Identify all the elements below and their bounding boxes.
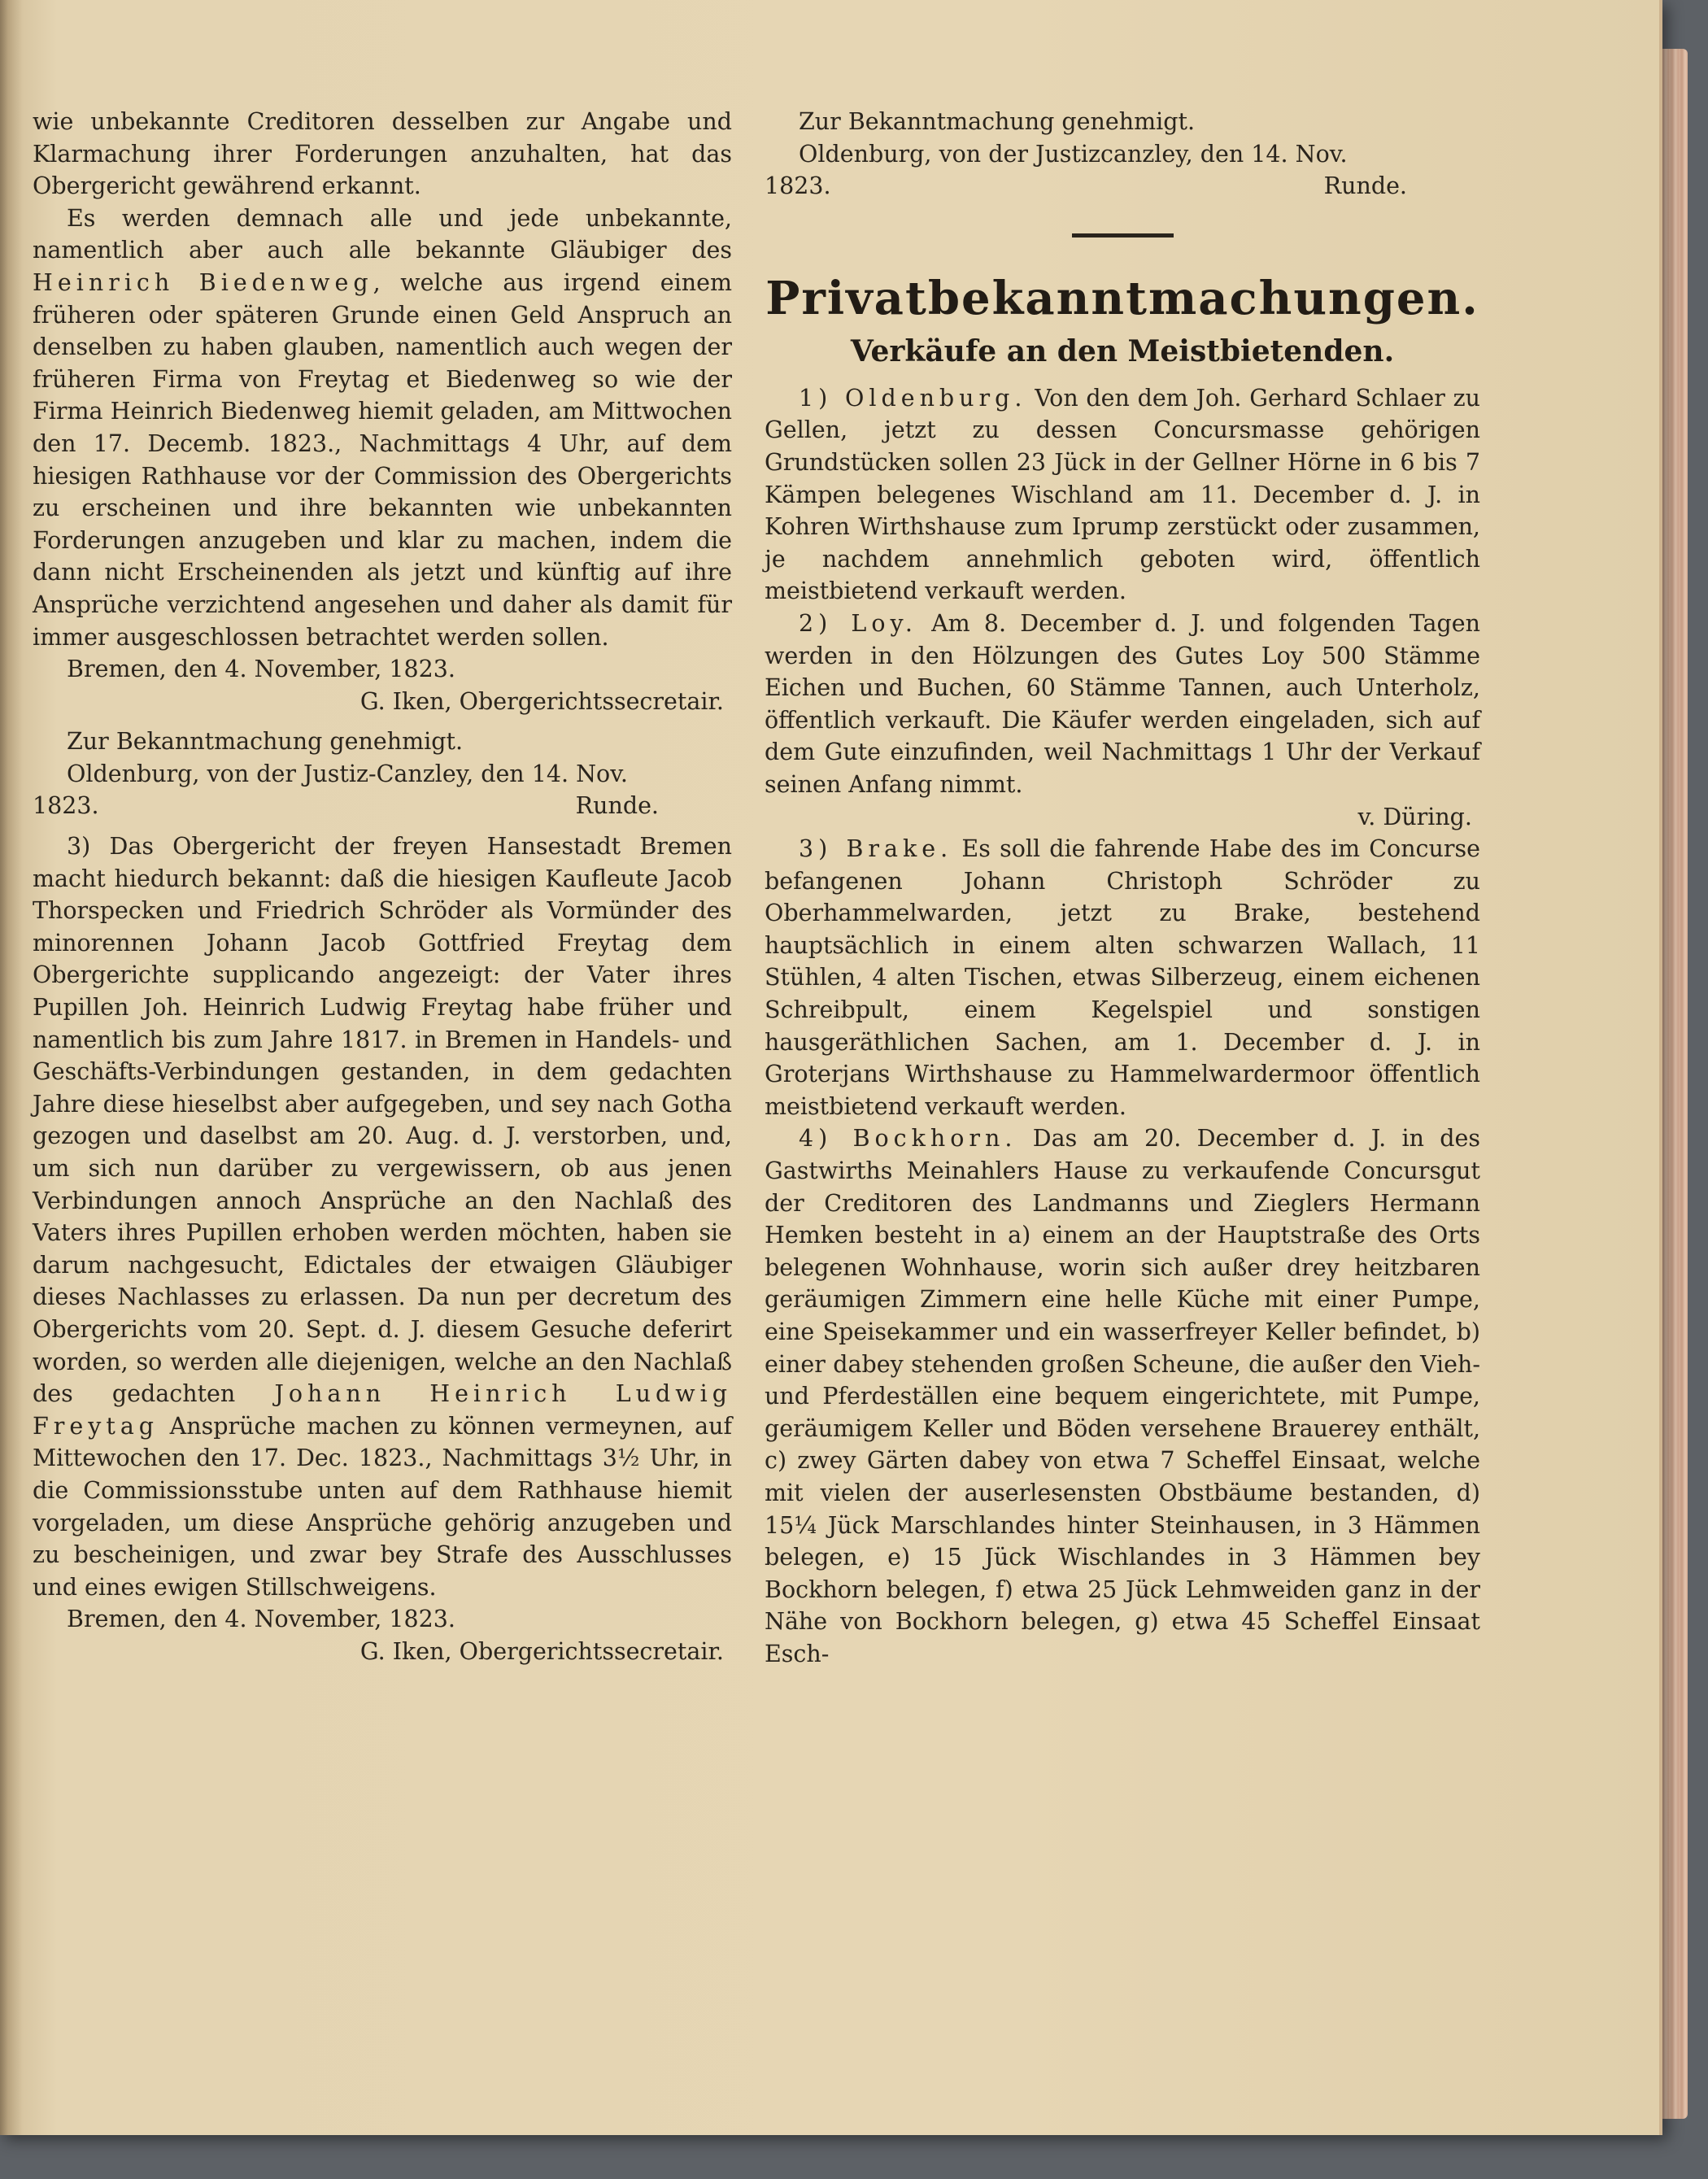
auction-label-oldenburg: 1) Oldenburg. [799, 384, 1027, 412]
signature-iken-2: G. Iken, Obergerichtssecretair. [359, 1637, 724, 1665]
section-divider [1072, 233, 1174, 238]
auction-label-loy: 2) Loy. [799, 609, 917, 637]
auction-text-bockhorn: Das am 20. December d. J. in des Gastwirths Meinahlers Hause zu verkaufende Concursgut der Creditoren des Landmanns und Zieglers Hermann Hemken besteht in a) einem an der Hauptstraße des Orts belegenen Wohnhause, worin sich außer drey heitzbaren geräumigen Zimmern eine helle Küche mit einer Pumpe, eine Speisekammer und ein wasserfreyer Keller befindet, b) einer dabey stehenden großen Scheune, die außer den Vieh- und Pferdeställen eine bequem eingerichtete, mit Pumpe, geräumigem Keller und Böden versehene Brauerey enthält, c) zwey Gärten dabey von etwa 7 Scheffel Einsaat, welche mit vielen der auserlesensten Obstbäume bestanden, d) 15¼ Jück Marschlandes hinter Steinhausen, in 3 Hämmen belegen, e) 15 Jück Wischlandes in 3 Hämmen bey Bockhorn belegen, f) etwa 25 Jück Lehmweiden ganz in der Nähe von Bockhorn belegen, g) etwa 45 Scheffel Einsaat Esch- [765, 1125, 1480, 1667]
name-heinrich-biedenweg: Heinrich Biedenweg [33, 268, 373, 296]
auction-item-loy [765, 608, 1480, 801]
year-runde-line-1 [33, 790, 732, 822]
year-1823-b: 1823. [765, 172, 831, 200]
place-date-oldenburg-1: Oldenburg, von der Justiz-Canzley, den 14. Nov. [67, 760, 628, 787]
spacer [33, 822, 732, 830]
auction-text-brake: Es soll die fahrende Habe des im Concurse befangenen Johann Christoph Schröder zu Oberhammelwarden, jetzt zu Brake, bestehend hauptsächlich in einem alten schwarzen Wallach, 11 Stühlen, 4 alten Tischen, etwas Silberzeug, einem eichenen Schreibpult, einem Kegelspiel und sonstigen hausgeräthlichen Sachen, am 1. December d. J. in Groterjans Wirthshause zu Hammelwardermoor öffentlich meistbietend verkauft werden. [765, 835, 1480, 1120]
paragraph-freytag-notice [33, 830, 732, 1603]
freytag-text-start: 3) Das Obergericht der freyen Hansestadt Bremen macht hiedurch bekannt: daß die hiesigen Kaufleute Jacob Thorspecken und Friedrich Schröder als Vormünder des minorennen Johann Jacob Gottfried Freytag dem Obergerichte supplicando angezeigt: der Vater ihres Pupillen Joh. Heinrich Ludwig Freytag habe früher und namentlich bis zum Jahre 1817. in Bremen in Handels- und Geschäfts-Verbindungen gestanden, in dem gedachten Jahre diese hieselbst aber aufgegeben, und sey nach Gotha gezogen und daselbst am 20. Aug. d. J. verstorben, und, um sich nun darüber zu vergewissern, ob aus jenen Verbindungen annoch Ansprüche an den Nachlaß des Vaters ihres Pupillen erhoben werden möchten, haben sie darum nachgesucht, Edictales der etwaigen Gläubiger dieses Nachlasses zu erlassen. Da nun per decretum des Obergerichts vom 20. Sept. d. J. diesem Gesuche deferirt worden, so werden alle diejenigen, welche an den Nachlaß des gedachten [33, 833, 732, 1408]
paragraph-summons-biedenweg [33, 203, 732, 653]
date-bremen-1: Bremen, den 4. November, 1823. [67, 656, 455, 683]
signature-runde-1: Runde. [575, 792, 659, 820]
date-bremen-2: Bremen, den 4. November, 1823. [67, 1606, 455, 1633]
place-date-oldenburg-2: Oldenburg, von der Justizcanzley, den 14. Nov. [799, 140, 1348, 168]
left-column [33, 106, 732, 1668]
auction-item-bockhorn [765, 1122, 1480, 1670]
name-johann-heinrich-ludwig-freytag: Johann Heinrich Ludwig Freytag [33, 1380, 732, 1440]
right-column [765, 106, 1480, 1671]
freytag-text-rest: Ansprüche machen zu können vermeynen, auf Mittewochen den 17. Dec. 1823., Nachmittags 3½ Uhr, in die Commissionsstube unten auf dem Rathhause hiemit vorgeladen, um diese Ansprüche gehörig anzugeben und zu bescheinigen, und zwar bey Strafe des Ausschlusses und eines ewigen Stillschweigens. [33, 1412, 732, 1601]
spacer [33, 717, 732, 726]
approval-note-1: Zur Bekanntmachung genehmigt. [67, 728, 464, 756]
auction-item-oldenburg [765, 382, 1480, 608]
auction-text-oldenburg: Von den dem Joh. Gerhard Schlaer zu Gellen, jetzt zu dessen Concursmasse gehörigen Grundstücken sollen 23 Jück in der Gellner Hörne in 6 bis 7 Kämpen belegenes Wischland am 11. December d. J. in Kohren Wirthshause zum Iprump zerstückt oder zusammen, je nachdem annehmlich geboten wird, öffentlich meistbietend verkauft werden. [765, 384, 1480, 605]
year-1823-a: 1823. [33, 792, 99, 820]
auction-item-brake [765, 833, 1480, 1122]
auction-label-bockhorn: 4) Bockhorn. [799, 1125, 1017, 1153]
summons-text-rest: , welche aus irgend einem früheren oder späteren Grunde einen Geld Anspruch an denselben zu haben glauben, namentlich auch wegen der früheren Firma von Freytag et Biedenweg so wie der Firma Heinrich Biedenweg hiemit geladen, am Mittwochen den 17. Decemb. 1823., Nachmittags 4 Uhr, auf dem hiesigen Rathhause vor der Commission des Obergerichts zu erscheinen und ihre bekannten wie unbekannten Forderungen anzugeben und klar zu machen, indem die dann nicht Erscheinenden als jetzt und künftig auf ihre Ansprüche verzichtend angesehen und daher als damit für immer ausgeschlossen betrachtet werden sollen. [33, 268, 733, 651]
year-runde-line-2 [765, 170, 1480, 203]
auction-text-loy: Am 8. December d. J. und folgenden Tagen werden in den Hölzungen des Gutes Loy 500 Stämme Eichen und Buchen, 60 Stämme Tannen, auch Unterholz, öffentlich verkauft. Die Käufer werden eingeladen, sich auf dem Gute einzufinden, weil Nachmittags 1 Uhr der Verkauf seinen Anfang nimmt. [765, 609, 1480, 798]
section-subheading-auctions: Verkäufe an den Meistbietenden. [850, 333, 1395, 368]
approval-note-2: Zur Bekanntmachung genehmigt. [799, 108, 1196, 135]
section-heading-private-notices: Privatbekanntmachungen. [765, 271, 1479, 325]
signature-duering: v. Düring. [1357, 803, 1472, 830]
signature-iken-1: G. Iken, Obergerichtssecretair. [359, 687, 724, 715]
auction-label-brake: 3) Brake. [799, 835, 953, 863]
summons-text-start: Es werden demnach alle und jede unbekannte, namentlich aber auch alle bekannte Gläubiger des [33, 204, 732, 264]
paragraph-creditors-intro: wie unbekannte Creditoren desselben zur Angabe und Klarmachung ihrer Forderungen anzuhalten, hat das Obergericht gewährend erkannt. [33, 108, 732, 200]
signature-runde-2: Runde. [1323, 172, 1407, 200]
